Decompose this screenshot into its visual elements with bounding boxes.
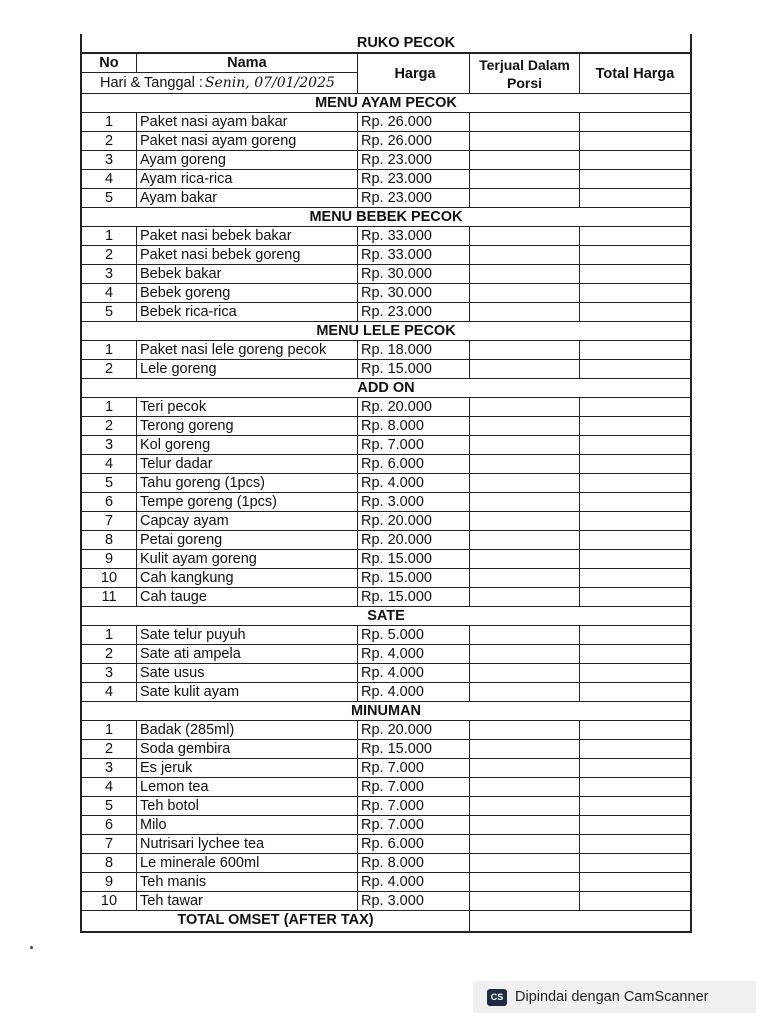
item-total-cell [580,189,690,207]
table-row [82,854,690,873]
table-row [82,303,690,322]
item-no: 7 [82,835,137,853]
item-price: Rp. 4.000 [358,683,470,701]
item-name: Le minerale 600ml [137,854,358,872]
item-sold-cell [470,531,580,549]
item-total-cell [580,455,690,473]
item-total-cell [580,854,690,872]
item-sold-cell [470,873,580,891]
table-row [82,816,690,835]
camscanner-watermark [473,981,756,1013]
section-header-ayam [82,94,690,113]
item-no: 3 [82,265,137,283]
total-label: TOTAL OMSET (AFTER TAX) [82,911,470,931]
item-name: Paket nasi bebek bakar [137,227,358,245]
item-price: Rp. 23.000 [358,189,470,207]
item-name: Tempe goreng (1pcs) [137,493,358,511]
item-total-cell [580,778,690,796]
item-total-cell [580,721,690,739]
item-price: Rp. 4.000 [358,645,470,663]
item-sold-cell [470,113,580,131]
item-sold-cell [470,892,580,910]
table-row [82,778,690,797]
table-row [82,265,690,284]
item-price: Rp. 18.000 [358,341,470,359]
watermark-text: Dipindai dengan CamScanner [515,989,709,1005]
item-sold-cell [470,664,580,682]
table-row [82,892,690,911]
item-price: Rp. 15.000 [358,550,470,568]
item-sold-cell [470,778,580,796]
item-no: 3 [82,436,137,454]
item-no: 10 [82,892,137,910]
item-name: Teh manis [137,873,358,891]
table-row [82,189,690,208]
item-total-cell [580,246,690,264]
item-name: Paket nasi bebek goreng [137,246,358,264]
item-price: Rp. 4.000 [358,474,470,492]
item-sold-cell [470,721,580,739]
table-row [82,151,690,170]
item-sold-cell [470,474,580,492]
table-row [82,474,690,493]
item-sold-cell [470,816,580,834]
item-no: 5 [82,474,137,492]
section-addon [82,379,690,607]
item-price: Rp. 26.000 [358,132,470,150]
table-row [82,569,690,588]
item-price: Rp. 20.000 [358,721,470,739]
total-row [82,911,690,931]
item-sold-cell [470,189,580,207]
item-no: 3 [82,664,137,682]
section-header-minuman [82,702,690,721]
table-row [82,417,690,436]
item-price: Rp. 6.000 [358,455,470,473]
item-sold-cell [470,417,580,435]
item-no: 2 [82,360,137,378]
item-no: 6 [82,493,137,511]
item-total-cell [580,740,690,758]
item-price: Rp. 23.000 [358,303,470,321]
item-total-cell [580,493,690,511]
item-total-cell [580,531,690,549]
item-price: Rp. 7.000 [358,759,470,777]
item-total-cell [580,474,690,492]
item-total-cell [580,360,690,378]
item-total-cell [580,588,690,606]
item-no: 2 [82,645,137,663]
item-price: Rp. 30.000 [358,265,470,283]
item-sold-cell [470,797,580,815]
item-no: 9 [82,550,137,568]
item-sold-cell [470,170,580,188]
item-name: Ayam rica-rica [137,170,358,188]
item-price: Rp. 33.000 [358,246,470,264]
item-total-cell [580,664,690,682]
item-no: 1 [82,113,137,131]
item-sold-cell [470,284,580,302]
table-row [82,550,690,569]
table-row [82,645,690,664]
section-ayam [82,94,690,208]
item-no: 4 [82,284,137,302]
section-lele [82,322,690,379]
table-row [82,455,690,474]
item-price: Rp. 6.000 [358,835,470,853]
table-row [82,360,690,379]
item-no: 4 [82,778,137,796]
item-name: Kulit ayam goreng [137,550,358,568]
item-sold-cell [470,854,580,872]
item-name: Paket nasi lele goreng pecok [137,341,358,359]
table-row [82,797,690,816]
item-no: 5 [82,303,137,321]
table-row [82,740,690,759]
section-title: MINUMAN [350,703,422,719]
item-no: 9 [82,873,137,891]
item-total-cell [580,303,690,321]
item-name: Sate usus [137,664,358,682]
item-price: Rp. 15.000 [358,360,470,378]
scan-speck [30,946,33,949]
item-sold-cell [470,493,580,511]
item-no: 8 [82,854,137,872]
item-total-cell [580,645,690,663]
item-sold-cell [470,588,580,606]
item-price: Rp. 8.000 [358,854,470,872]
item-total-cell [580,227,690,245]
item-name: Milo [137,816,358,834]
item-sold-cell [470,246,580,264]
item-no: 4 [82,455,137,473]
item-total-cell [580,873,690,891]
section-title: ADD ON [357,380,415,396]
item-name: Nutrisari lychee tea [137,835,358,853]
item-name: Terong goreng [137,417,358,435]
item-price: Rp. 7.000 [358,778,470,796]
item-price: Rp. 7.000 [358,797,470,815]
table-row [82,132,690,151]
item-price: Rp. 7.000 [358,816,470,834]
section-title: MENU AYAM PECOK [315,95,457,111]
item-name: Teh tawar [137,892,358,910]
item-no: 7 [82,512,137,530]
item-total-cell [580,550,690,568]
item-no: 4 [82,170,137,188]
item-price: Rp. 4.000 [358,664,470,682]
header-total: Total Harga [595,65,675,82]
table-row [82,531,690,550]
section-header-bebek [82,208,690,227]
item-total-cell [580,797,690,815]
date-value: Senin, 07/01/2025 [204,74,335,91]
item-name: Petai goreng [137,531,358,549]
item-name: Sate kulit ayam [137,683,358,701]
item-name: Teri pecok [137,398,358,416]
header-row [82,54,690,94]
item-price: Rp. 15.000 [358,569,470,587]
header-nama: Nama [227,55,267,71]
item-price: Rp. 26.000 [358,113,470,131]
item-name: Badak (285ml) [137,721,358,739]
item-name: Paket nasi ayam goreng [137,132,358,150]
table-row [82,341,690,360]
date-row [82,73,357,92]
item-price: Rp. 20.000 [358,531,470,549]
item-name: Sate ati ampela [137,645,358,663]
item-price: Rp. 30.000 [358,284,470,302]
item-name: Lele goreng [137,360,358,378]
item-sold-cell [470,151,580,169]
item-name: Soda gembira [137,740,358,758]
item-total-cell [580,512,690,530]
item-sold-cell [470,303,580,321]
item-price: Rp. 4.000 [358,873,470,891]
item-total-cell [580,417,690,435]
table-row [82,436,690,455]
item-name: Lemon tea [137,778,358,796]
item-no: 1 [82,626,137,644]
item-total-cell [580,170,690,188]
item-no: 3 [82,759,137,777]
header-terjual: Terjual Dalam Porsi [470,54,580,93]
item-sold-cell [470,740,580,758]
section-sate [82,607,690,702]
table-row [82,759,690,778]
section-minuman [82,702,690,911]
item-price: Rp. 15.000 [358,740,470,758]
section-bebek [82,208,690,322]
header-harga: Harga [358,54,470,93]
item-name: Capcay ayam [137,512,358,530]
item-no: 6 [82,816,137,834]
table-row [82,835,690,854]
sales-report-sheet [80,34,692,933]
item-price: Rp. 20.000 [358,398,470,416]
item-name: Teh botol [137,797,358,815]
item-sold-cell [470,569,580,587]
table-row [82,170,690,189]
item-sold-cell [470,265,580,283]
item-name: Paket nasi ayam bakar [137,113,358,131]
table-row [82,721,690,740]
item-sold-cell [470,835,580,853]
section-title: SATE [367,608,405,624]
item-total-cell [580,759,690,777]
item-name: Bebek bakar [137,265,358,283]
item-sold-cell [470,645,580,663]
sheet-title: RUKO PECOK [356,35,456,51]
item-price: Rp. 15.000 [358,588,470,606]
item-no: 2 [82,132,137,150]
table-row [82,113,690,132]
table-row [82,664,690,683]
item-total-cell [580,683,690,701]
total-value-cell [470,911,690,931]
item-no: 1 [82,227,137,245]
section-header-addon [82,379,690,398]
table-row [82,398,690,417]
item-no: 5 [82,797,137,815]
section-title: MENU LELE PECOK [316,323,456,339]
item-price: Rp. 23.000 [358,170,470,188]
item-total-cell [580,835,690,853]
item-name: Es jeruk [137,759,358,777]
table-row [82,873,690,892]
item-no: 5 [82,189,137,207]
item-price: Rp. 8.000 [358,417,470,435]
item-name: Cah kangkung [137,569,358,587]
item-sold-cell [470,550,580,568]
table-row [82,246,690,265]
item-price: Rp. 23.000 [358,151,470,169]
item-sold-cell [470,227,580,245]
item-total-cell [580,341,690,359]
date-label: Hari & Tanggal : [100,74,203,91]
item-no: 3 [82,151,137,169]
item-price: Rp. 3.000 [358,493,470,511]
table-row [82,626,690,645]
item-price: Rp. 5.000 [358,626,470,644]
item-total-cell [580,626,690,644]
item-sold-cell [470,341,580,359]
item-price: Rp. 7.000 [358,436,470,454]
table-row [82,284,690,303]
item-sold-cell [470,360,580,378]
item-price: Rp. 20.000 [358,512,470,530]
item-no: 2 [82,740,137,758]
item-name: Cah tauge [137,588,358,606]
item-no: 1 [82,398,137,416]
item-name: Ayam goreng [137,151,358,169]
camscanner-logo-icon: CS [487,989,507,1006]
header-left-block [82,54,358,93]
item-total-cell [580,113,690,131]
item-name: Bebek goreng [137,284,358,302]
item-sold-cell [470,436,580,454]
item-sold-cell [470,683,580,701]
section-header-lele [82,322,690,341]
item-no: 8 [82,531,137,549]
item-total-cell [580,151,690,169]
item-total-cell [580,284,690,302]
header-no: No [82,54,137,72]
item-no: 2 [82,246,137,264]
section-title: MENU BEBEK PECOK [309,209,463,225]
item-no: 1 [82,341,137,359]
item-no: 10 [82,569,137,587]
item-name: Sate telur puyuh [137,626,358,644]
item-total-cell [580,265,690,283]
item-no: 4 [82,683,137,701]
item-name: Ayam bakar [137,189,358,207]
item-sold-cell [470,398,580,416]
item-no: 11 [82,588,137,606]
item-sold-cell [470,455,580,473]
item-sold-cell [470,132,580,150]
item-total-cell [580,569,690,587]
item-no: 1 [82,721,137,739]
item-total-cell [580,132,690,150]
item-name: Telur dadar [137,455,358,473]
item-price: Rp. 33.000 [358,227,470,245]
item-sold-cell [470,759,580,777]
item-price: Rp. 3.000 [358,892,470,910]
section-header-sate [82,607,690,626]
table-row [82,588,690,607]
item-sold-cell [470,512,580,530]
item-name: Tahu goreng (1pcs) [137,474,358,492]
table-row [82,493,690,512]
sheet-title-row [82,34,690,54]
item-total-cell [580,398,690,416]
item-sold-cell [470,626,580,644]
table-row [82,227,690,246]
table-row [82,512,690,531]
item-total-cell [580,816,690,834]
item-no: 2 [82,417,137,435]
table-row [82,683,690,702]
item-name: Kol goreng [137,436,358,454]
item-name: Bebek rica-rica [137,303,358,321]
item-total-cell [580,436,690,454]
item-total-cell [580,892,690,910]
